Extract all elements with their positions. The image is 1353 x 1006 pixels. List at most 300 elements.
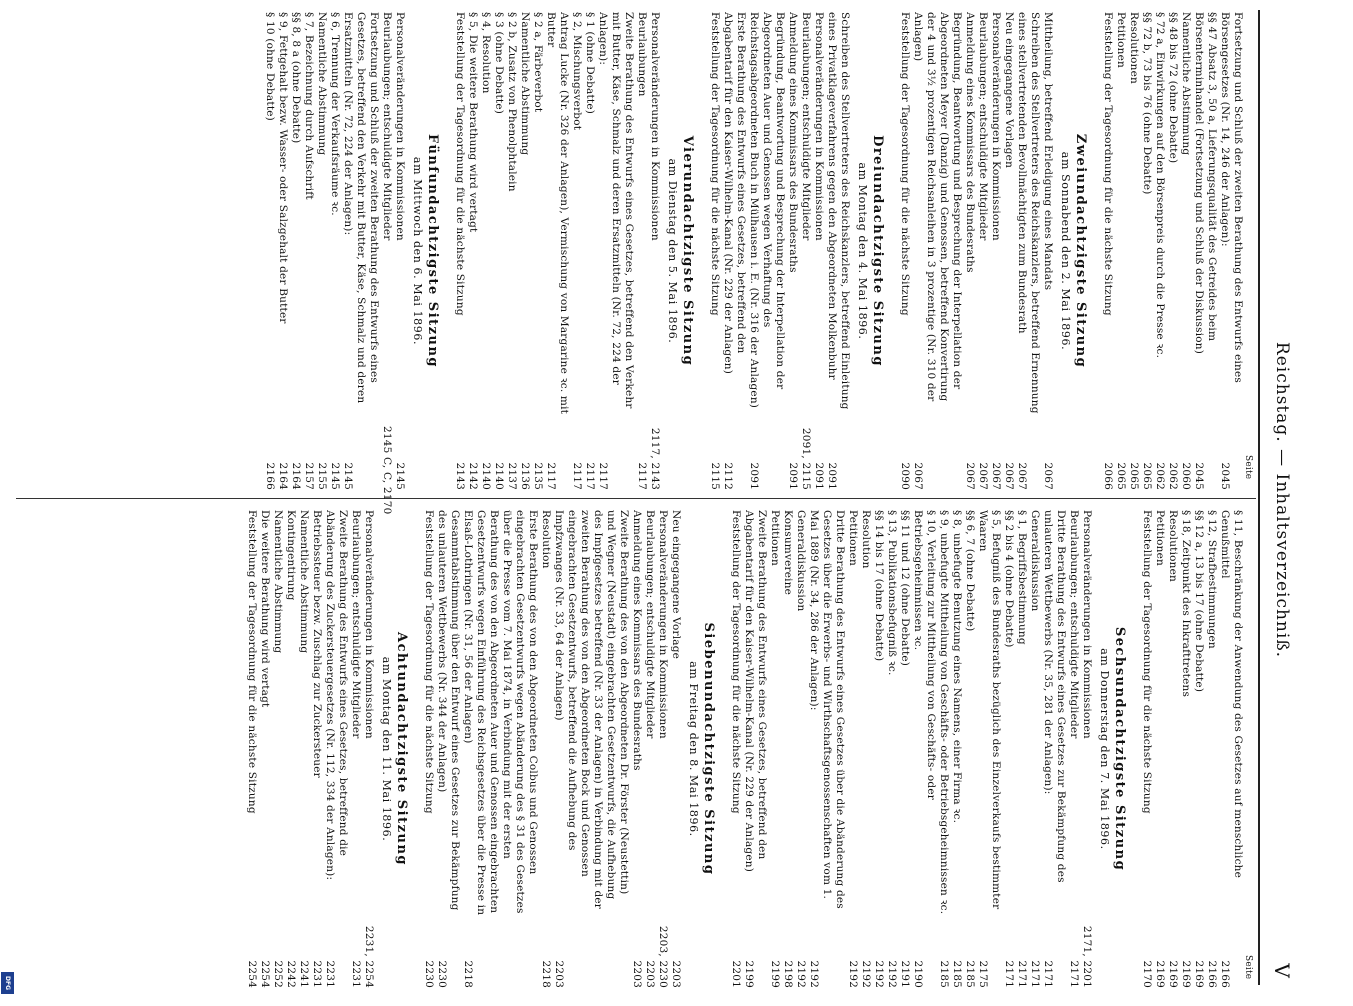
toc-entry-text: Zweite Berathung des Entwurfs eines Gesetzes, betreffend den Abgabentarif für den Kaiser-Wilhelm-Kanal (Nr. 229 der Anlagen) <box>743 510 768 873</box>
toc-page-number: 2067 <box>990 462 1002 490</box>
toc-entry <box>1153 12 1166 490</box>
toc-entry <box>1101 12 1114 490</box>
toc-entry <box>963 12 976 490</box>
toc-entry <box>1002 510 1015 988</box>
toc-entry <box>911 12 963 490</box>
toc-entry-text: Mittheilung, betreffend Erledigung eines Mandats <box>1042 12 1054 291</box>
toc-entry <box>1205 510 1218 988</box>
toc-entry-text: Beurlaubungen; entschuldigte Mitglieder <box>1068 510 1080 739</box>
sitting-date: am Dienstag den 5. Mai 1896. <box>666 158 679 344</box>
toc-page-number: 2169 <box>1180 960 1192 988</box>
toc-page-number: 2230 <box>436 960 448 988</box>
toc-entry <box>963 510 976 988</box>
toc-entry-text: Petitionen <box>847 510 859 567</box>
toc-page-number: 2254 <box>259 960 271 988</box>
toc-entry <box>453 12 466 490</box>
toc-entry-text: Namentliche Abstimmung <box>298 510 310 654</box>
toc-entry <box>794 510 807 988</box>
toc-entry <box>635 12 648 490</box>
toc-entry-text: § 12, Strafbestimmungen <box>1206 510 1218 649</box>
toc-page-number: 2166 <box>1206 960 1218 988</box>
toc-entry <box>1041 510 1067 988</box>
toc-entry <box>1002 12 1015 490</box>
toc-entry-text: Schreiben des Stellvertreters des Reichskanzlers, betreffend Ernennung eines stellvertretenden Bevollmächtigten zum Bundesrath <box>1016 12 1041 414</box>
toc-page-number: 2067 <box>964 462 976 490</box>
sitting-section <box>729 510 1126 988</box>
toc-entry <box>271 510 284 988</box>
toc-entry <box>885 510 898 988</box>
toc-page-number: 2117 <box>636 462 648 490</box>
toc-entry <box>1192 510 1205 988</box>
toc-page-number: 2171 <box>1029 960 1041 988</box>
sitting-date: am Montag den 11. Mai 1896. <box>380 656 393 842</box>
dfg-logo: DFG <box>1 972 14 994</box>
toc-entry-text: Resolution <box>860 510 872 569</box>
toc-entry-text: Personalveränderungen in Kommissionen <box>657 510 669 739</box>
toc-page-number: 2060 <box>1180 462 1192 490</box>
toc-entry-text: Feststellung der Tagesordnung für die nächste Sitzung <box>246 510 258 814</box>
toc-page-number: 2091 <box>787 462 799 490</box>
toc-entry <box>643 510 656 988</box>
toc-page-number: 2164 <box>290 462 302 490</box>
toc-page-number: 2145 <box>394 462 406 490</box>
toc-entry-text: § 10 (ohne Debatte) <box>264 12 276 121</box>
toc-entry <box>596 12 635 490</box>
toc-page-number: 2091 <box>826 462 838 490</box>
toc-page-number: 2067 <box>1016 462 1028 490</box>
toc-page-number: 2242 <box>285 960 297 988</box>
toc-entry <box>1218 510 1244 988</box>
toc-page-number: 2143 <box>454 462 466 490</box>
toc-entry <box>1114 12 1127 490</box>
toc-entry <box>872 510 885 988</box>
toc-entry-text: Beurlaubungen; entschuldigte Mitglieder <box>644 510 656 739</box>
toc-entry <box>1015 12 1041 490</box>
toc-page-number: 2231 <box>324 960 336 988</box>
continuation-entries <box>1101 12 1244 490</box>
sitting-section <box>453 12 694 490</box>
toc-page-number: 2140 <box>493 462 505 490</box>
toc-entry <box>950 510 963 988</box>
toc-entry <box>859 510 872 988</box>
toc-entry-text: Resolution <box>540 510 552 569</box>
toc-entry <box>989 12 1002 490</box>
toc-page-number: 2169 <box>1167 960 1179 988</box>
toc-page-number: 2065 <box>1115 462 1127 490</box>
toc-entry-text: §§ 48 bis 72 (ohne Debatte) <box>1167 12 1179 164</box>
toc-page-number: 2155 <box>316 462 328 490</box>
toc-page-number: 2142 <box>467 462 479 490</box>
toc-entry-text: Generaldiskussion <box>1029 510 1041 612</box>
toc-page-number: 2192 <box>847 960 859 988</box>
toc-entry-text: Petitionen <box>769 510 781 567</box>
toc-page-number: 2066 <box>1102 462 1114 490</box>
toc-page-number: 2171 <box>1068 960 1080 988</box>
toc-entry <box>1067 510 1080 988</box>
toc-entry-text: Beurlaubungen; entschuldigte Mitglieder <box>977 12 989 241</box>
toc-entry-text: Zweite Berathung des Entwurfs eines Gesetzes, betreffend den Verkehr mit Butter, Käse, Schmalz und deren Ersatzmitteln (Nr. 72, 224 der Anlagen): <box>597 12 635 409</box>
toc-page-number: 2140 <box>480 462 492 490</box>
toc-entry-text: § 2 a, Färbeverbot <box>532 12 544 113</box>
toc-entry-text: Neu eingegangene Vorlage <box>670 510 682 660</box>
toc-entry <box>552 510 630 988</box>
page-header <box>1258 10 1292 990</box>
toc-entry <box>362 510 375 988</box>
toc-page-number: 2192 <box>886 960 898 988</box>
toc-entry <box>747 12 786 490</box>
toc-entry <box>531 12 544 490</box>
toc-page-number: 2117 <box>571 462 583 490</box>
sitting-section <box>708 12 884 490</box>
toc-entry-text: Petitionen <box>1115 12 1127 69</box>
toc-entry <box>302 12 315 490</box>
toc-entry-text: Personalveränderungen in Kommissionen <box>394 12 406 241</box>
toc-entry-text: Generaldiskussion <box>795 510 807 612</box>
toc-entry <box>1015 510 1028 988</box>
toc-page-number: 2112 <box>722 462 734 490</box>
toc-page-number: 2241 <box>298 960 310 988</box>
toc-entry <box>263 12 276 490</box>
toc-entry-text: Petitionen <box>1154 510 1166 567</box>
toc-entry-text: § 11, Beschränkung der Anwendung des Gesetzes auf menschliche Genußmittel <box>1219 510 1244 879</box>
toc-entry <box>435 510 461 988</box>
toc-entry-text: § 7, Bezeichnung durch Aufschrift <box>303 12 315 200</box>
toc-entry-text: Personalveränderungen in Kommissionen <box>363 510 375 739</box>
column-divider <box>16 498 1256 499</box>
toc-entry <box>284 510 297 988</box>
toc-page-number: 2117 <box>545 462 557 490</box>
toc-entry <box>1166 510 1179 988</box>
toc-page-number: 2199 <box>743 960 755 988</box>
toc-entry-text: Feststellung der Tagesordnung für die nächste Sitzung <box>730 510 742 814</box>
sitting-title: Sechsundachtzigste Sitzung <box>1112 626 1127 872</box>
toc-entry <box>422 510 435 988</box>
seite-label-left: Seite <box>1243 455 1253 480</box>
sitting-title: Achtundachtzigste Sitzung <box>394 632 409 866</box>
toc-entry <box>976 12 989 490</box>
toc-page-number: 2062 <box>1167 462 1179 490</box>
toc-entry <box>1127 12 1140 490</box>
toc-entry <box>323 510 349 988</box>
toc-page-number: 2117 <box>597 462 609 490</box>
sitting-title: Vierundachtzigste Sitzung <box>680 135 695 367</box>
toc-entry-text: Beurlaubungen; entschuldigte Mitglieder <box>800 12 812 241</box>
toc-entry <box>669 510 682 988</box>
toc-entry <box>539 510 552 988</box>
toc-entry-text: Resolutionen <box>1128 12 1140 84</box>
toc-page-number: 2157 <box>303 462 315 490</box>
toc-entry <box>825 12 851 490</box>
toc-entry-text: Begründung, Beantwortung und Besprechung der Interpellation der Abgeordneten Meyer (Danzig) und Genossen, betreffend Konvertirung der 4 und 3½ prozentigen Reichsanleihen in 3 prozentige (Nr. 310 der Anlagen) <box>912 12 963 402</box>
sitting-section <box>263 12 440 515</box>
toc-entry <box>781 510 794 988</box>
toc-page-number: 2166 <box>264 462 276 490</box>
toc-page-number: 2166 <box>1219 960 1231 988</box>
toc-entry-text: § 2, Mischungsverbot <box>571 12 583 131</box>
toc-entry-text: Feststellung der Tagesordnung für die nächste Sitzung <box>454 12 466 316</box>
toc-entry-text: Feststellung der Tagesordnung für die nächste Sitzung <box>899 12 911 316</box>
toc-entry <box>898 510 911 988</box>
toc-entry-text: Beurlaubungen <box>636 12 648 97</box>
sitting-date: am Montag den 4. Mai 1896. <box>856 162 869 340</box>
toc-entry <box>505 12 518 490</box>
toc-page-number: 2192 <box>808 960 820 988</box>
toc-entry-text: § 9, Fettgehalt bezw. Wasser- oder Salzgehalt der Butter <box>277 12 289 324</box>
toc-entry <box>630 510 643 988</box>
toc-page-number: 2203 <box>631 960 643 988</box>
toc-entry-text: §§ 11 und 12 (ohne Debatte) <box>899 510 911 667</box>
toc-entry-text: Antrag Lucke (Nr. 326 der Anlagen), Vermischung von Margarine ꝛc. mit Butter <box>545 12 570 415</box>
toc-page-number: 2201 <box>730 960 742 988</box>
toc-page-number: 2171 <box>1003 960 1015 988</box>
sitting-date: am Mittwoch den 6. Mai 1896. <box>411 156 424 346</box>
toc-entry-text: Neu eingegangene Vorlagen <box>1003 12 1015 169</box>
toc-entry-text: Fortsetzung und Schluß der zweiten Berathung des Entwurfs eines Börsengesetzes (Nr. 14, 246 der Anlagen): <box>1219 12 1244 384</box>
toc-entry-text: §§ 6, 7 (ohne Debatte) <box>964 510 976 632</box>
toc-page-number: 2231, 2254 <box>363 925 375 988</box>
toc-page-number: 2067 <box>977 462 989 490</box>
toc-entry-text: Betriebssteuer bezw. Zuschlag zur Zuckersteuer <box>311 510 323 778</box>
toc-entry-text: § 10, Verleitung zur Mittheilung von Geschäfts- oder Betriebsgeheimnissen ꝛc. <box>912 510 937 800</box>
toc-page-number: 2169 <box>1193 960 1205 988</box>
toc-page-number: 2091 <box>748 462 760 490</box>
toc-page-number: 2198 <box>782 960 794 988</box>
toc-entry-text: § 72 a, Einwirkungen auf den Börsenpreis durch die Presse ꝛc. <box>1154 12 1166 359</box>
toc-entry-text: § 1 (ohne Debatte) <box>584 12 596 115</box>
toc-entry-text: Die weitere Berathung wird vertagt <box>259 510 271 708</box>
toc-page-number: 2175 <box>977 960 989 988</box>
toc-entry <box>276 12 289 490</box>
toc-entry-text: § 1, Begriffsbestimmung <box>1016 510 1028 645</box>
toc-entry-text: Personalveränderungen in Kommissionen <box>649 12 661 241</box>
sitting-title: Siebenundachtzigste Sitzung <box>701 622 716 876</box>
toc-entry-text: Namentliche Abstimmung <box>316 12 328 156</box>
toc-page-number: 2090 <box>899 462 911 490</box>
toc-page-number: 2117, 2143 <box>649 427 661 490</box>
sitting-date: am Freitag den 8. Mai 1896. <box>687 661 700 837</box>
sitting-date: am Sonnabend den 2. Mai 1896. <box>1059 151 1072 351</box>
toc-page-number: 2135 <box>532 462 544 490</box>
toc-entry <box>656 510 669 988</box>
toc-entry-text: § 5, Die weitere Berathung wird vertagt <box>467 12 479 233</box>
sitting-title: Zweiundachtzigste Sitzung <box>1073 133 1088 369</box>
page-number: V <box>1270 963 1294 978</box>
toc-page-number: 2191 <box>899 960 911 988</box>
toc-entry-text: Personalveränderungen in Kommissionen <box>813 12 825 241</box>
toc-entry-text: § 13, Publikationsbefugniß ꝛc. <box>886 510 898 676</box>
toc-entry-text: Feststellung der Tagesordnung für die nächste Sitzung <box>423 510 435 814</box>
toc-entry-text: Zweite Berathung des Entwurfs eines Gesetzes, betreffend die Abänderung des Zuckersteuergesetzes (Nr. 112, 334 der Anlagen): <box>324 510 349 881</box>
toc-page-number: 2252 <box>272 960 284 988</box>
toc-entry-text: Feststellung der Tagesordnung für die nächste Sitzung <box>709 12 721 316</box>
toc-entry <box>380 12 393 515</box>
toc-page-number: 2067 <box>1042 462 1054 490</box>
toc-entry-text: Schreiben des Stellvertreters des Reichskanzlers, betreffend Einleitung eines Privatklageverfahrens gegen den Abgeordneten Molkenbuhr <box>826 12 851 410</box>
toc-entry <box>799 12 812 490</box>
toc-entry <box>846 510 859 988</box>
toc-entry <box>1179 510 1192 988</box>
toc-entry-text: Fortsetzung und Schluß der zweiten Berathung des Entwurfs eines Gesetzes, betreffend den Verkehr mit Butter, Käse, Schmalz und deren Ersatzmitteln (Nr. 72, 224 der Anlagen): <box>342 12 380 404</box>
toc-entry <box>976 510 1002 988</box>
toc-page-number: 2203 <box>644 960 656 988</box>
toc-entry <box>1080 510 1093 988</box>
toc-page-number: 2203 <box>670 960 682 988</box>
toc-entry-text: Beurlaubungen; entschuldigte Mitglieder <box>350 510 362 739</box>
sitting-section <box>245 510 408 988</box>
toc-page-number: 2192 <box>860 960 872 988</box>
toc-entry <box>768 510 781 988</box>
sitting-title: Dreiundachtzigste Sitzung <box>870 135 885 367</box>
toc-page-number: 2218 <box>540 960 552 988</box>
toc-entry <box>544 12 570 490</box>
toc-page-number: 2230 <box>423 960 435 988</box>
toc-entry <box>1166 12 1179 490</box>
toc-page-number: 2171 <box>1016 960 1028 988</box>
toc-page-number: 2170 <box>1141 960 1153 988</box>
toc-entry <box>1028 510 1041 988</box>
toc-page-number: 2136 <box>519 462 531 490</box>
toc-entry <box>898 12 911 490</box>
toc-page-number: 2065 <box>1128 462 1140 490</box>
toc-page-number: 2045 <box>1193 462 1205 490</box>
continuation-entries <box>1140 510 1244 988</box>
toc-entry-text: § 2 b, Zusatz von Phenolphtalein <box>506 12 518 192</box>
toc-entry <box>341 12 380 490</box>
toc-entry-text: § 18, Zeitpunkt des Inkrafttretens <box>1180 510 1192 698</box>
toc-entry-text: Namentliche Abstimmung <box>519 12 531 156</box>
toc-entry-text: Konsumvereine <box>782 510 794 596</box>
toc-entry <box>492 12 505 490</box>
header-rule <box>1258 10 1260 985</box>
toc-entry <box>721 12 747 490</box>
toc-entry <box>245 510 258 988</box>
toc-page-number: 2254 <box>246 960 258 988</box>
toc-entry-text: Erste Berathung des Entwurfs eines Gesetzes, betreffend den Abgabentarif für den Kaiser-Wilhelm-Kanal (Nr. 229 der Anlagen) <box>722 12 747 375</box>
toc-page-number: 2231 <box>311 960 323 988</box>
toc-entry-text: § 9, unbefugte Mittheilung von Geschäfts- oder Betriebsgeheimnissen ꝛc. <box>938 510 950 915</box>
sitting-section <box>422 510 715 988</box>
toc-entry <box>310 510 323 988</box>
toc-entry <box>911 510 937 988</box>
toc-entry <box>328 12 341 490</box>
toc-page-number: 2145 C, C, 2170 <box>381 426 393 515</box>
toc-entry <box>1179 12 1192 490</box>
toc-entry <box>742 510 768 988</box>
toc-page-number: 2203 <box>553 960 565 988</box>
toc-entry-text: Beurlaubungen; entschuldigte Mitglieder <box>381 12 393 241</box>
toc-entry-text: Anmeldung eines Kommissars des Bundesraths <box>631 510 643 771</box>
toc-page-number: 2185 <box>951 960 963 988</box>
sitting-title: Fünfundachtzigste Sitzung <box>425 133 440 369</box>
toc-entry-text: Personalveränderungen in Kommissionen <box>990 12 1002 241</box>
toc-entry-text: Erste Berathung des von den Abgeordneten Colbus und Genossen eingebrachten Gesetzentwurfs wegen Abänderung des § 31 des Gesetzes über die Presse vom 7. Mai 1874, in Verbindung mit der ersten Berathung des von den Abgeordneten Auer und Genossen eingebrachten Gesetzentwurfs wegen Einführung des Reichsgesetzes über die Presse in Elsaß-Lothringen (Nr. 31, 56 der Anlagen) <box>462 510 539 916</box>
toc-page-number: 2067 <box>1003 462 1015 490</box>
toc-page-number: 2231 <box>350 960 362 988</box>
toc-entry-text: § 4, Resolution <box>480 12 492 94</box>
toc-entry <box>1192 12 1218 490</box>
toc-entry-text: §§ 12 a, 13 bis 17 (ohne Debatte) <box>1193 510 1205 693</box>
toc-page-number: 2145 <box>342 462 354 490</box>
toc-page-number: 2171, 2201 <box>1081 925 1093 988</box>
toc-entry <box>1218 12 1244 490</box>
toc-entry-text: Resolutionen <box>1167 510 1179 582</box>
toc-entry-text: §§ 72 b, 73 bis 76 (ohne Debatte) <box>1141 12 1153 195</box>
toc-page-number: 2185 <box>938 960 950 988</box>
toc-entry-text: §§ 2 bis 4 (ohne Debatte) <box>1003 510 1015 648</box>
toc-page-number: 2137 <box>506 462 518 490</box>
toc-entry <box>1140 12 1153 490</box>
toc-entry <box>315 12 328 490</box>
right-column <box>231 510 1244 988</box>
toc-entry-text: Dritte Berathung des Entwurfs eines Gesetzes über die Abänderung des Gesetzes über die Erwerbs- und Wirthschaftsgenossenschaften vom 1. Mai 1889 (Nr. 34, 286 der Anlagen): <box>808 510 846 909</box>
toc-entry <box>570 12 583 490</box>
toc-entry-text: Zweite Berathung des von den Abgeordneten Dr. Förster (Neustettin) und Wegner (Neustadt) eingebrachten Gesetzentwurfs, die Aufhebung des Impfgesetzes betreffend (Nr. 33 der Anlagen) in Verbindung mit der zweiten Berathung des von den Abgeordneten Bock und Genossen eingebrachten Gesetzentwurfs, betreffend die Aufhebung des Impfzwanges (Nr. 33, 64 der Anlagen) <box>553 510 630 909</box>
toc-entry-text: Feststellung der Tagesordnung für die nächste Sitzung <box>1141 510 1153 814</box>
toc-entry-text: §§ 14 bis 17 (ohne Debatte) <box>873 510 885 662</box>
toc-entry <box>648 12 661 490</box>
toc-page-number: 2218 <box>462 960 474 988</box>
toc-entry-text: § 8, unbefugte Benutzung eines Namens, einer Firma ꝛc. <box>951 510 963 824</box>
toc-entry <box>807 510 846 988</box>
toc-entry <box>258 510 271 988</box>
toc-page-number: 2171 <box>1042 960 1054 988</box>
toc-entry-text: Feststellung der Tagesordnung für die nächste Sitzung <box>1102 12 1114 316</box>
toc-page-number: 2091, 2115 <box>800 427 812 490</box>
toc-page-number: 2199 <box>769 960 781 988</box>
toc-page-number: 2145 <box>329 462 341 490</box>
toc-entry <box>289 12 302 490</box>
toc-entry <box>937 510 950 988</box>
toc-entry-text: §§ 47 Absatz 3, 50 a, Lieferungsqualität des Getreides beim Börsenterminhandel (Fortsetzung und Schluß der Diskussion) <box>1193 12 1218 355</box>
toc-page-number: 2192 <box>873 960 885 988</box>
toc-entry-text: Anmeldung eines Kommissars des Bundesraths <box>787 12 799 273</box>
toc-page-number: 2067 <box>912 462 924 490</box>
running-title: Reichstag. — Inhaltsverzeichniß. <box>1272 341 1292 659</box>
toc-entry <box>1153 510 1166 988</box>
toc-entry <box>393 12 406 490</box>
toc-page-number: 2091 <box>813 462 825 490</box>
toc-entry <box>1041 12 1054 490</box>
toc-page-number: 2115 <box>709 462 721 490</box>
toc-page-number: 2169 <box>1154 960 1166 988</box>
toc-entry <box>461 510 539 988</box>
toc-entry <box>583 12 596 490</box>
toc-page-number: 2190 <box>912 960 924 988</box>
toc-entry <box>466 12 479 490</box>
seite-label-right: Seite <box>1243 955 1253 980</box>
toc-page-number: 2117 <box>584 462 596 490</box>
toc-entry-text: Anmeldung eines Kommissars des Bundesraths <box>964 12 976 273</box>
toc-entry-text: § 3 (ohne Debatte) <box>493 12 505 115</box>
toc-entry <box>479 12 492 490</box>
toc-page-number: 2185 <box>964 960 976 988</box>
toc-entry-text: Namentliche Abstimmung <box>1180 12 1192 156</box>
toc-entry-text: Personalveränderungen in Kommissionen <box>1081 510 1093 739</box>
toc-entry <box>349 510 362 988</box>
toc-entry <box>518 12 531 490</box>
toc-entry <box>812 12 825 490</box>
toc-entry-text: § 6, Trennung der Verkaufsräume ꝛc. <box>329 12 341 216</box>
toc-page-number: 2045 <box>1219 462 1231 490</box>
toc-page-number: 2065 <box>1141 462 1153 490</box>
toc-page-number: 2164 <box>277 462 289 490</box>
toc-entry-text: Gesammtabstimmung über den Entwurf eines Gesetzes zur Bekämpfung des unlauteren Wettbewerbs (Nr. 344 der Anlagen) <box>436 510 461 911</box>
toc-entry-text: § 5, Befugniß des Bundesraths bezüglich des Einzelverkaufs bestimmter Waaren <box>977 510 1002 910</box>
toc-page-number: 2203, 2230 <box>657 925 669 988</box>
toc-entry-text: Begründung, Beantwortung und Besprechung der Interpellation der Abgeordneten Auer und Genossen wegen Verhaftung des Reichstagsabgeordneten Buch in Mülhausen i. E. (Nr. 316 der Anlagen) <box>748 12 786 409</box>
toc-entry-text: Dritte Berathung des Entwurfs eines Gesetzes zur Bekämpfung des unlauteren Wettbewerbs (Nr. 35, 281 der Anlagen): <box>1042 510 1067 883</box>
toc-entry <box>1140 510 1153 988</box>
